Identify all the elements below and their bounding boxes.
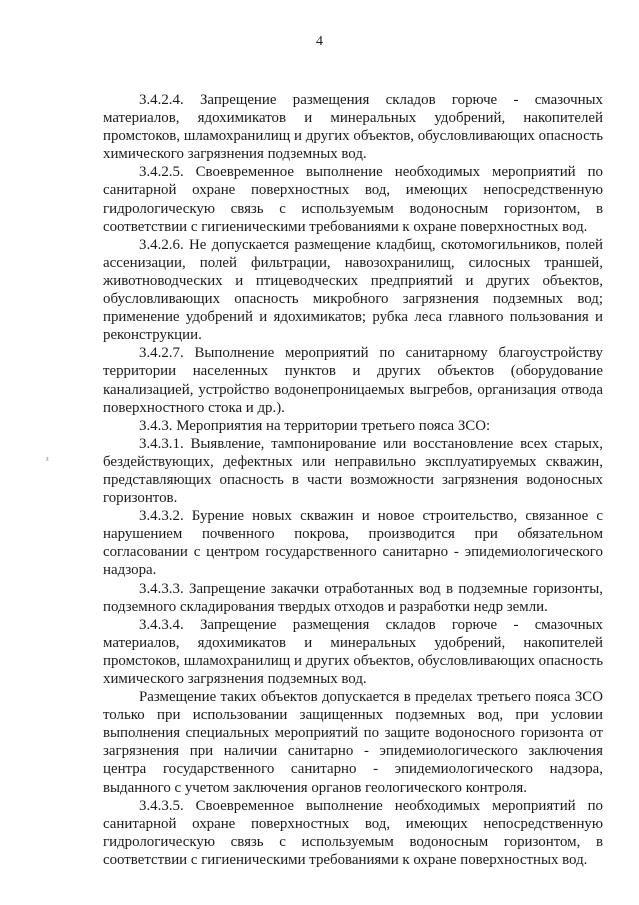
paragraph-3-4-3-5: 3.4.3.5. Своевременное выполнение необходимых мероприятий по санитарной охране поверхностных вод, имеющих непосредственную гидрологическую связь с используемым водоносным горизонтом, в соответствии с гигиеническими требованиями к охране поверхностных вод. (103, 797, 603, 868)
paragraph-3-4-2-6: 3.4.2.6. Не допускается размещение кладбищ, скотомогильников, полей ассенизации, полей фильтрации, навозохранилищ, силосных траншей, животноводческих и птицеводческих предприятий и других объектов, обусловливающих опасность микробного загрязнения подземных вод; применение удобрений и ядохимикатов; рубка леса главного пользования и реконструкции. (103, 236, 603, 344)
paragraph-3-4-2-4: 3.4.2.4. Запрещение размещения складов горюче - смазочных материалов, ядохимикатов и минеральных удобрений, накопителей промстоков, шламохранилищ и других объектов, обусловливающих опасность химического загрязнения подземных вод. (103, 92, 603, 163)
paragraph-3-4-2-5: 3.4.2.5. Своевременное выполнение необходимых мероприятий по санитарной охране поверхностных вод, имеющих непосредственную гидрологическую связь с используемым водоносным горизонтом, в соответствии с гигиеническими требованиями к охране поверхностных вод. (103, 164, 603, 235)
paragraph-3-4-3-2: 3.4.3.2. Бурение новых скважин и новое строительство, связанное с нарушением почвенного покрова, производится при обязательном согласовании с центром государственного санитарно - эпидемиологического надзора. (103, 508, 603, 579)
paragraph-3-4-2-7: 3.4.2.7. Выполнение мероприятий по санитарному благоустройству территории населенных пунктов и других объектов (оборудование канализацией, устройство водонепроницаемых выгребов, организация отвода поверхностного стока и др.). (103, 345, 603, 416)
paragraph-placement-conditions: Размещение таких объектов допускается в пределах третьего пояса ЗСО только при использовании защищенных подземных вод, при условии выполнения специальных мероприятий по защите водоносного горизонта от загрязнения при наличии санитарно - эпидемиологического заключения центра государственного санитарно - эпидемиологического надзора, выданного с учетом заключения органов геологического контроля. (103, 689, 603, 796)
section-heading-3-4-3: 3.4.3. Мероприятия на территории третьего пояса ЗСО: (139, 417, 491, 434)
paragraph-3-4-3-3: 3.4.3.3. Запрещение закачки отработанных вод в подземные горизонты, подземного складирования твердых отходов и разработки недр земли. (103, 580, 603, 615)
paragraph-3-4-3-4: 3.4.3.4. Запрещение размещения складов горюче - смазочных материалов, ядохимикатов и минеральных удобрений, накопителей промстоков, шламохранилищ и других объектов, обусловливающих опасность химического загрязнения подземных вод. (103, 616, 603, 687)
document-body (103, 91, 603, 869)
paragraph-3-4-3-1: 3.4.3.1. Выявление, тампонирование или восстановление всех старых, бездействующих, дефектных или неправильно эксплуатируемых скважин, представляющих опасность в части возможности загрязнения водоносных горизонтов. (103, 435, 603, 507)
page-number: 4 (316, 34, 323, 49)
scan-artifact-mark: ᶻ (46, 455, 49, 466)
